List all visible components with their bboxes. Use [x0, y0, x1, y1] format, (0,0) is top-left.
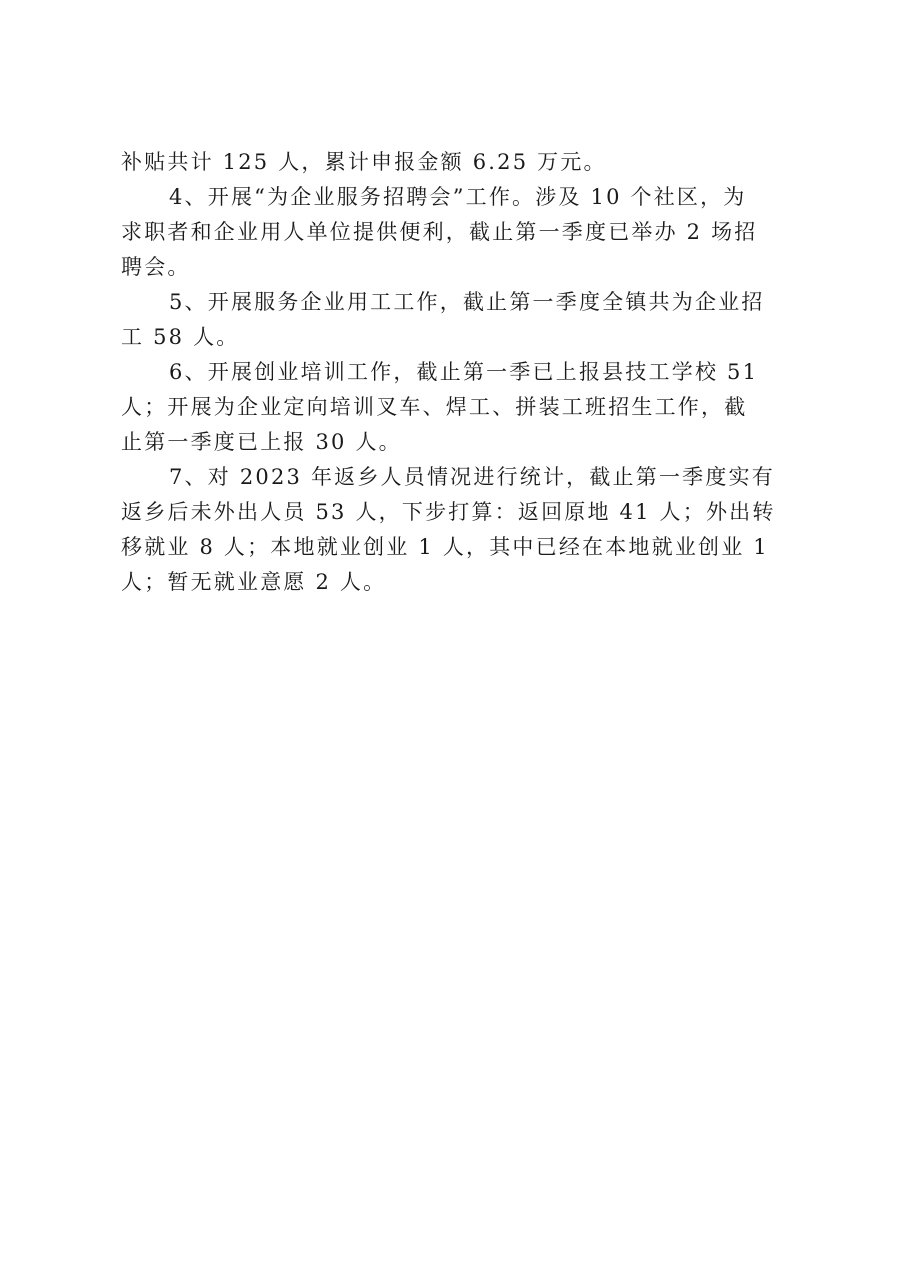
text-line: 人；开展为企业定向培训叉车、焊工、拼装工班招生工作，截 [121, 395, 748, 419]
paragraph-subsidy-summary [121, 145, 801, 180]
paragraph-item-6-entrepreneurship-training [121, 355, 801, 460]
text-line: 补贴共计 125 人，累计申报金额 6.25 万元。 [121, 150, 607, 174]
paragraph-item-4-recruitment-fair [121, 180, 801, 285]
text-line: 移就业 8 人；本地就业创业 1 人，其中已经在本地就业创业 1 [121, 535, 769, 559]
text-line: 止第一季度已上报 30 人。 [121, 430, 402, 454]
text-line: 5、开展服务企业用工工作，截止第一季度全镇共为企业招 [169, 290, 765, 314]
text-line: 返乡后未外出人员 53 人，下步打算：返回原地 41 人；外出转 [121, 500, 776, 524]
text-line: 人；暂无就业意愿 2 人。 [121, 570, 387, 594]
text-line: 聘会。 [121, 255, 191, 279]
text-line: 6、开展创业培训工作，截止第一季已上报县技工学校 51 [169, 360, 759, 384]
text-line: 4、开展“为企业服务招聘会”工作。涉及 10 个社区，为 [169, 185, 747, 209]
paragraph-item-7-returnee-statistics [121, 460, 801, 600]
paragraph-item-5-employment-service [121, 285, 801, 355]
document-body [121, 145, 801, 600]
text-line: 求职者和企业用人单位提供便利，截止第一季度已举办 2 场招 [121, 220, 758, 244]
text-line: 工 58 人。 [121, 325, 240, 349]
text-line: 7、对 2023 年返乡人员情况进行统计，截止第一季度实有 [169, 465, 775, 489]
